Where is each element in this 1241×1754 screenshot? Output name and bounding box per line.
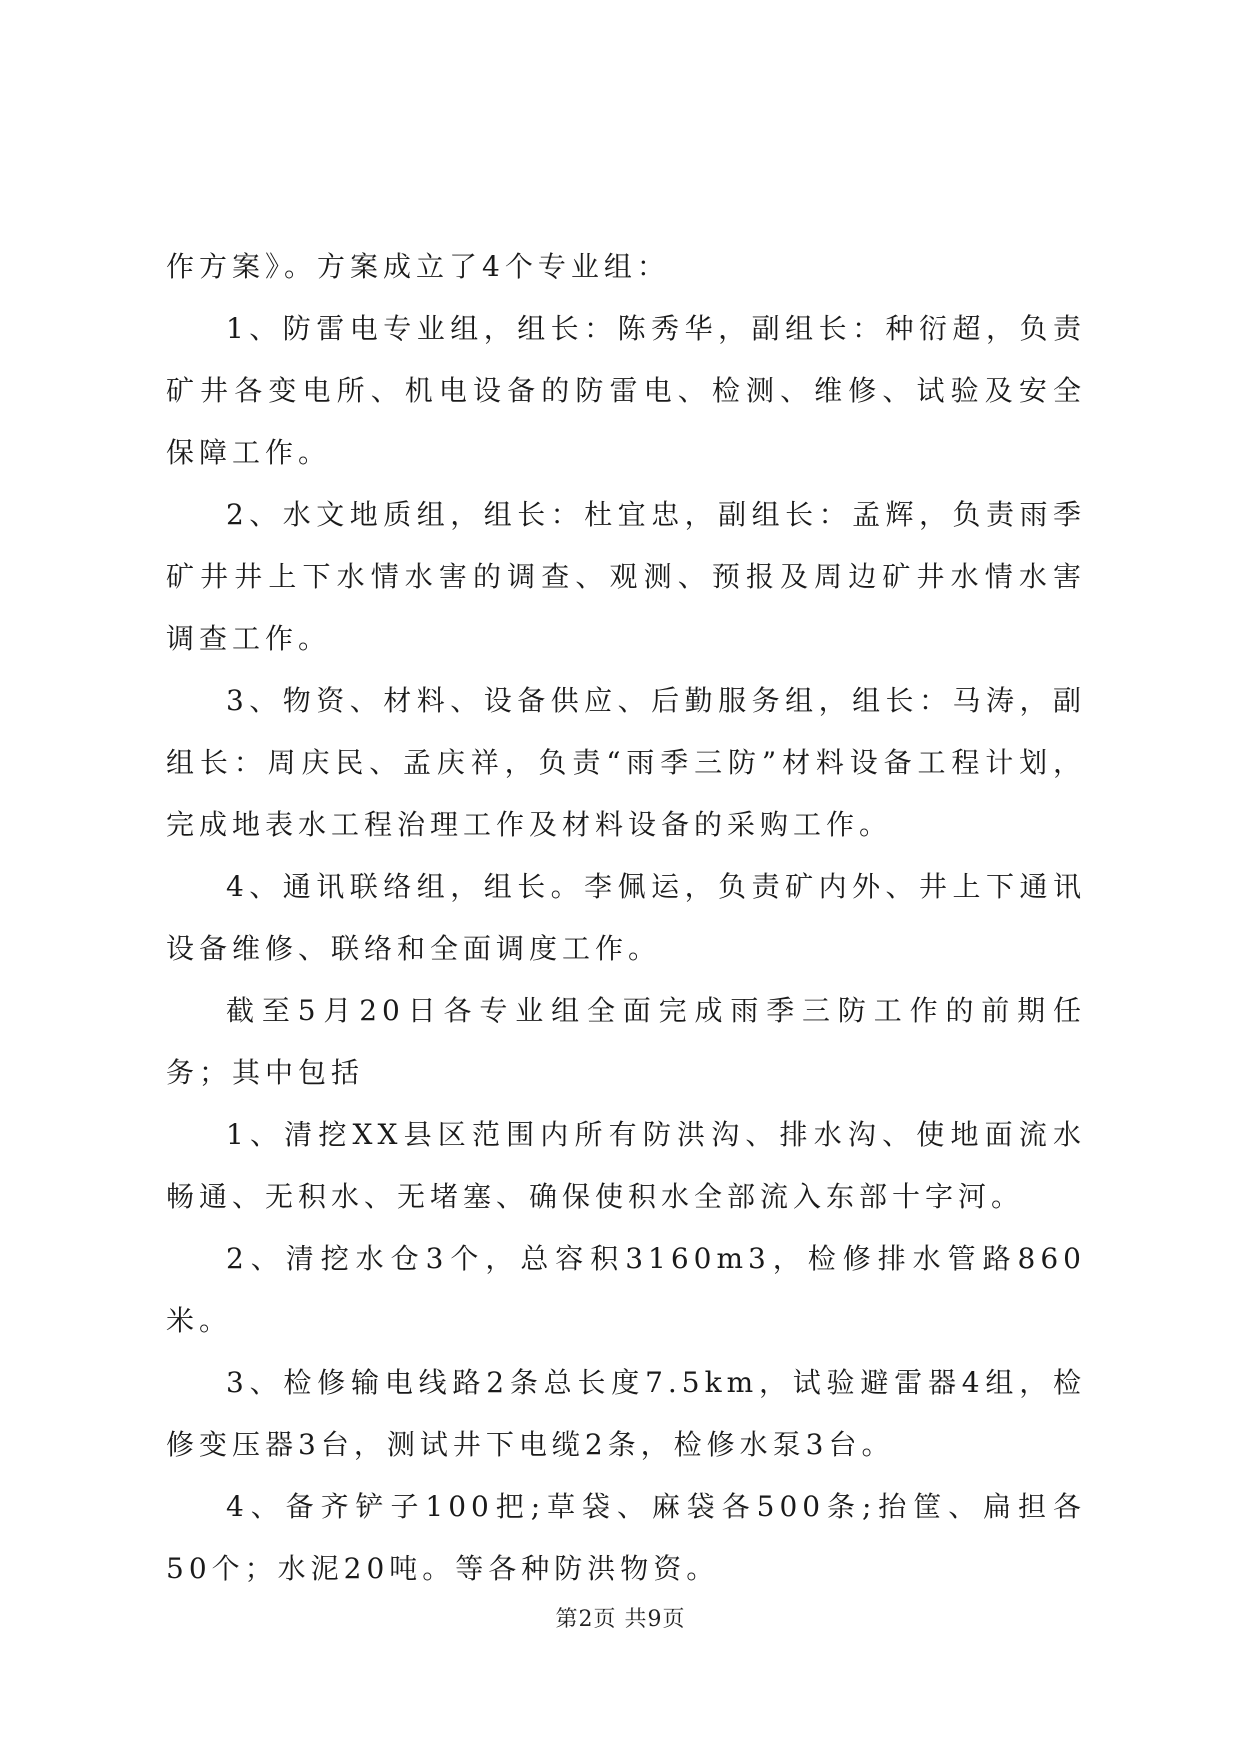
- paragraph-group-communication: 4、通讯联络组，组长。李佩运，负责矿内外、井上下通讯设备维修、联络和全面调度工作。: [166, 870, 1086, 965]
- paragraph-intro: 作方案》。方案成立了4个专业组：: [166, 250, 670, 283]
- paragraph-task-sump: 2、清挖水仓3个，总容积3160m3，检修排水管路860米。: [166, 1242, 1086, 1337]
- document-body: [166, 236, 1086, 1600]
- page-number-footer: 第2页 共9页: [555, 1607, 686, 1632]
- paragraph-group-logistics: 3、物资、材料、设备供应、后勤服务组，组长：马涛，副组长：周庆民、孟庆祥，负责“雨季三防”材料设备工程计划，完成地表水工程治理工作及材料设备的采购工作。: [166, 684, 1086, 841]
- paragraph-task-supplies: 4、备齐铲子100把;草袋、麻袋各500条;抬筐、扁担各50个；水泥20吨。等各种防洪物资。: [166, 1490, 1086, 1585]
- paragraph-group-hydrology: 2、水文地质组，组长：杜宜忠，副组长：孟辉，负责雨季矿井井上下水情水害的调查、观测、预报及周边矿井水情水害调查工作。: [166, 498, 1086, 655]
- paragraph-progress-summary: 截至5月20日各专业组全面完成雨季三防工作的前期任务；其中包括: [166, 994, 1086, 1089]
- paragraph-task-ditches: 1、清挖XX县区范围内所有防洪沟、排水沟、使地面流水畅通、无积水、无堵塞、确保使积水全部流入东部十字河。: [166, 1118, 1086, 1213]
- paragraph-group-lightning: 1、防雷电专业组，组长：陈秀华，副组长：种衍超，负责矿井各变电所、机电设备的防雷电、检测、维修、试验及安全保障工作。: [166, 312, 1086, 469]
- paragraph-task-power-lines: 3、检修输电线路2条总长度7.5km，试验避雷器4组，检修变压器3台，测试井下电缆2条，检修水泵3台。: [166, 1366, 1086, 1461]
